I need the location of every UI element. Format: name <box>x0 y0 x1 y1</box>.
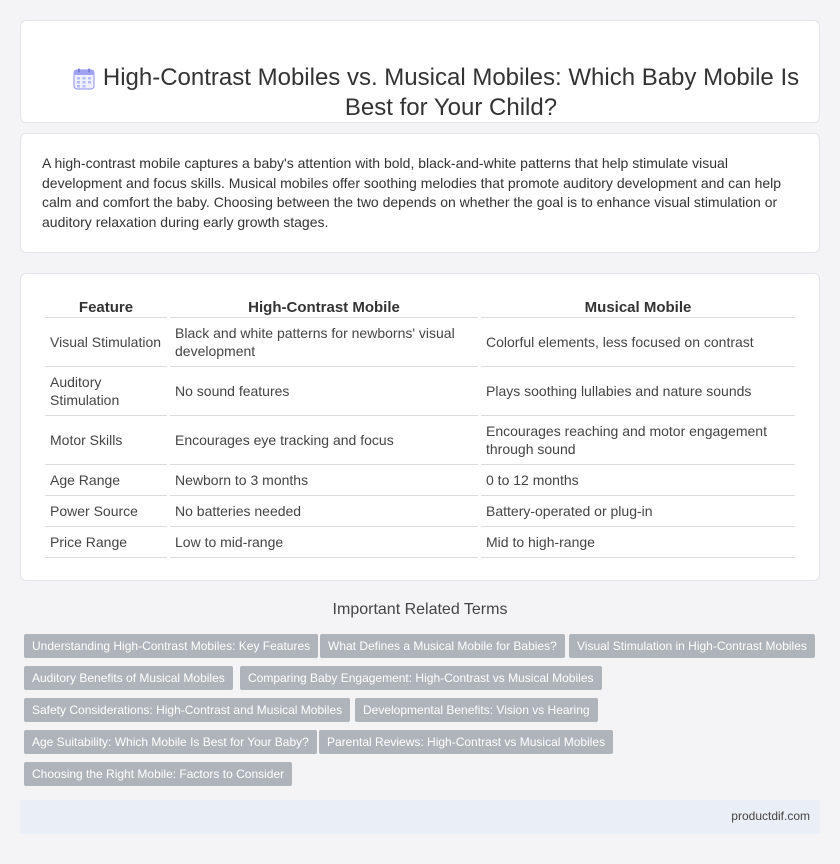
row-high-contrast: No sound features <box>170 367 478 416</box>
related-terms-heading: Important Related Terms <box>332 601 508 618</box>
related-tag[interactable]: Choosing the Right Mobile: Factors to Consider <box>24 762 292 786</box>
row-high-contrast: Newborn to 3 months <box>170 465 478 496</box>
row-musical: Encourages reaching and motor engagement through sound <box>481 416 795 465</box>
footer-bar <box>20 800 820 834</box>
row-feature: Price Range <box>45 527 167 558</box>
row-feature: Age Range <box>45 465 167 496</box>
related-tag[interactable]: Auditory Benefits of Musical Mobiles <box>24 666 233 690</box>
table-row <box>45 527 795 558</box>
related-tag[interactable]: Parental Reviews: High-Contrast vs Musical Mobiles <box>319 730 613 754</box>
related-tag[interactable]: What Defines a Musical Mobile for Babies? <box>320 634 565 658</box>
table-row <box>45 465 795 496</box>
header-feature: Feature <box>45 296 167 318</box>
row-musical: Colorful elements, less focused on contrast <box>481 318 795 367</box>
related-tag[interactable]: Developmental Benefits: Vision vs Hearing <box>355 698 598 722</box>
row-high-contrast: Low to mid-range <box>170 527 478 558</box>
row-feature: Motor Skills <box>45 416 167 465</box>
row-high-contrast: Black and white patterns for newborns' visual development <box>170 318 478 367</box>
related-tag[interactable]: Visual Stimulation in High-Contrast Mobiles <box>569 634 815 658</box>
related-tag[interactable]: Understanding High-Contrast Mobiles: Key Features <box>24 634 318 658</box>
intro-card <box>20 133 820 253</box>
table-row <box>45 416 795 465</box>
table-header-row <box>45 296 795 318</box>
row-high-contrast: No batteries needed <box>170 496 478 527</box>
row-musical: Plays soothing lullabies and nature sounds <box>481 367 795 416</box>
header-high-contrast: High-Contrast Mobile <box>170 296 478 318</box>
footer-site-link[interactable]: productdif.com <box>731 809 810 823</box>
table-row <box>45 318 795 367</box>
comparison-table-card <box>20 273 820 581</box>
header-musical: Musical Mobile <box>481 296 795 318</box>
page-title: High-Contrast Mobiles vs. Musical Mobiles: Which Baby Mobile Is Best for Your Child? <box>102 64 800 121</box>
intro-paragraph: A high-contrast mobile captures a baby's attention with bold, black-and-white patterns that help stimulate visual development and focus skills. Musical mobiles offer soothing melodies that promote auditory development and can help calm and comfort the baby. Choosing between the two depends on whether the goal is to enhance visual stimulation or auditory relaxation during early growth stages. <box>42 155 782 230</box>
row-musical: 0 to 12 months <box>481 465 795 496</box>
related-tag[interactable]: Age Suitability: Which Mobile Is Best for Your Baby? <box>24 730 317 754</box>
title-card <box>20 20 820 123</box>
related-tag[interactable]: Comparing Baby Engagement: High-Contrast vs Musical Mobiles <box>240 666 602 690</box>
related-tag[interactable]: Safety Considerations: High-Contrast and Musical Mobiles <box>24 698 350 722</box>
table-row <box>45 367 795 416</box>
row-musical: Battery-operated or plug-in <box>481 496 795 527</box>
row-musical: Mid to high-range <box>481 527 795 558</box>
row-feature: Power Source <box>45 496 167 527</box>
row-feature: Auditory Stimulation <box>45 367 167 416</box>
table-row <box>45 496 795 527</box>
comparison-table <box>42 296 798 558</box>
calendar-icon <box>73 68 95 90</box>
row-feature: Visual Stimulation <box>45 318 167 367</box>
row-high-contrast: Encourages eye tracking and focus <box>170 416 478 465</box>
